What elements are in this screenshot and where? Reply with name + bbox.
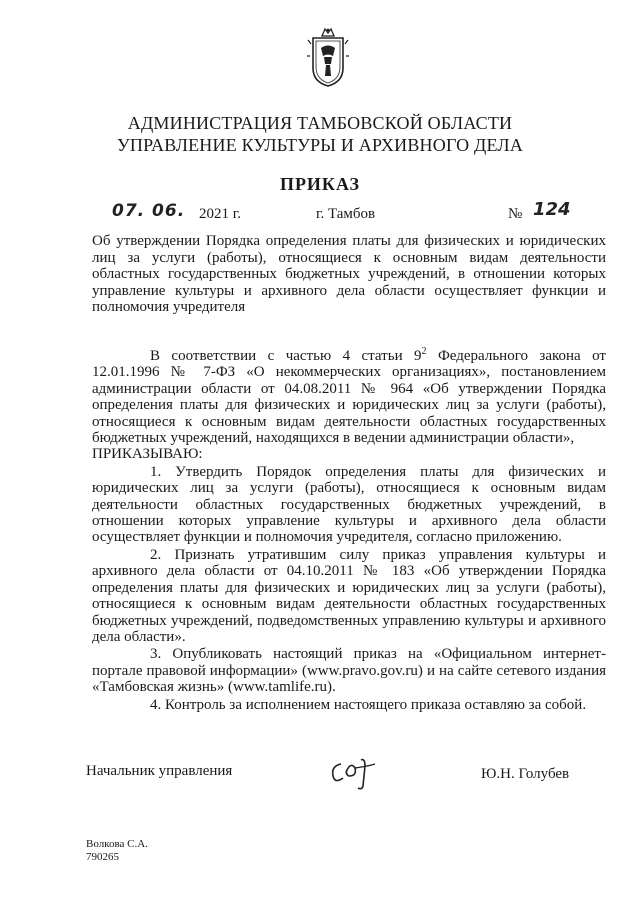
- order-item-4: 4. Контроль за исполнением настоящего приказа оставляю за собой.: [150, 696, 587, 713]
- signatory-title: Начальник управления: [86, 763, 233, 779]
- order-item-3: 3. Опубликовать настоящий приказ на «Официальном интернет-портале правовой информации» (www.pravo.gov.ru) и на сайте сетевого издания «Тамбовская жизнь» (www.tamlife.ru).: [92, 646, 606, 696]
- preamble-text-end: Федерального закона от 12.01.1996 № 7-ФЗ «О некоммерческих организациях», постановлением администрации области от 04.08.2011 № 964 «Об утверждении Порядка определения платы для физических и юридических лиц за услуги (работы), относящиеся к основным видам деятельности областных государственных бюджетных учреждений, находящихся в ведении администрации области»,: [92, 348, 606, 447]
- document-subject: Об утверждении Порядка определения платы для физических и юридических лиц за услуги (работы), относящиеся к основным видам деятельности областных государственных бюджетных учреждений, в отношении которых управление культуры и архивного дела области осуществляет функции и полномочия учредителя: [92, 233, 606, 315]
- document-type: ПРИКАЗ: [279, 174, 361, 194]
- handwritten-date: 07. 06.: [112, 201, 186, 221]
- coat-of-arms-icon: [305, 26, 351, 88]
- order-item-1: 1. Утвердить Порядок определения платы для физических и юридических лиц за услуги (работы), относящиеся к основным видам деятельности областных государственных бюджетных учреждений, в отношении которых управление культуры и архивного дела области осуществляет функции и полномочия учредителя, согласно приложению.: [92, 463, 606, 546]
- document-city: г. Тамбов: [316, 206, 376, 222]
- document-year: 2021 г.: [199, 206, 241, 222]
- order-item-2: 2. Признать утратившим силу приказ управления культуры и архивного дела области от 04.10.2011 № 183 «Об утверждении Порядка определения платы для физических и юридических лиц за услуги (работы), относящиеся к основным видам деятельности областных государственных бюджетных учреждений, подведомственных управлению культуры и архивного дела области».: [92, 546, 606, 645]
- preamble-paragraph: [92, 348, 606, 446]
- executor-phone: 790265: [86, 851, 119, 863]
- preamble-text-start: В соответствии с частью 4 статьи 9: [150, 348, 422, 364]
- document-body: [92, 348, 606, 713]
- signatory-name: Ю.Н. Голубев: [481, 766, 570, 782]
- department-name: УПРАВЛЕНИЕ КУЛЬТУРЫ И АРХИВНОГО ДЕЛА: [116, 135, 524, 155]
- executor-name: Волкова С.А.: [86, 838, 148, 850]
- organization-name: АДМИНИСТРАЦИЯ ТАМБОВСКОЙ ОБЛАСТИ: [127, 113, 513, 133]
- handwritten-signature-icon: [325, 748, 389, 794]
- number-sign: №: [508, 206, 523, 222]
- executor-block: [86, 838, 148, 864]
- orders-heading: ПРИКАЗЫВАЮ:: [92, 446, 203, 463]
- preamble-superscript: 2: [421, 346, 427, 357]
- handwritten-number: 124: [533, 199, 571, 220]
